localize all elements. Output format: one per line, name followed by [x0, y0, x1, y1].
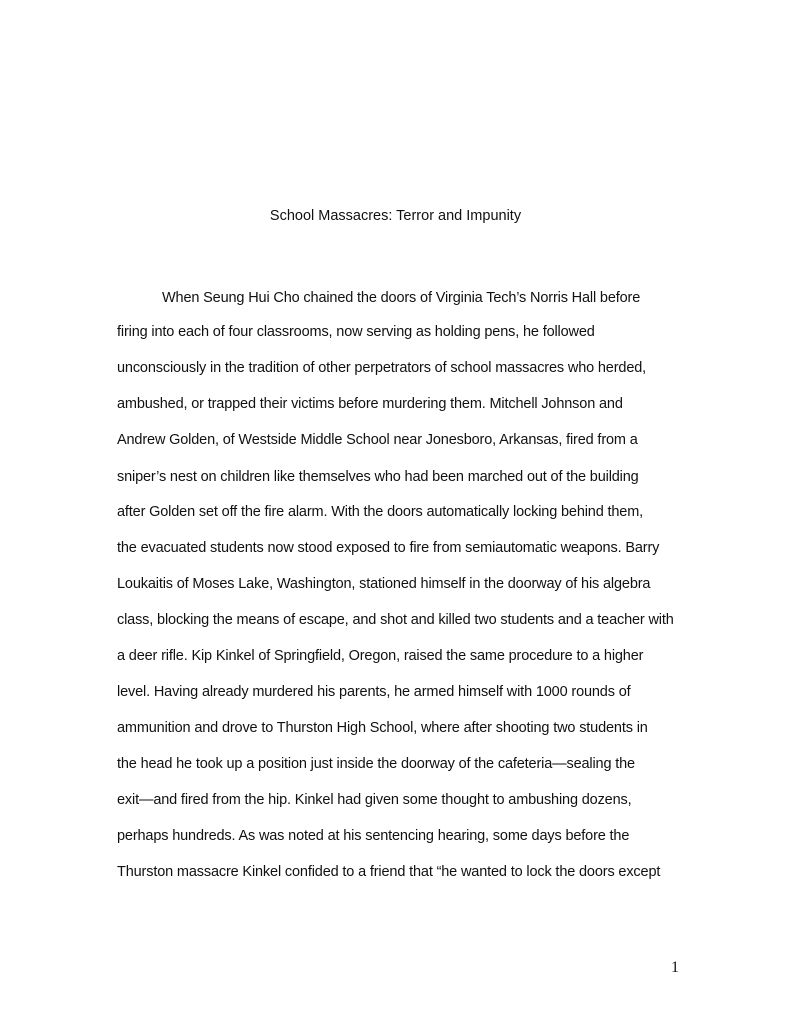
body-line: the evacuated students now stood exposed to fire from semiautomatic weapons. Barry: [117, 540, 660, 556]
body-line: after Golden set off the fire alarm. With the doors automatically locking behind them,: [117, 504, 644, 520]
body-line: exit—and fired from the hip. Kinkel had given some thought to ambushing dozens,: [117, 792, 632, 808]
body-line: a deer rifle. Kip Kinkel of Springfield, Oregon, raised the same procedure to a higher: [117, 648, 644, 664]
body-line: class, blocking the means of escape, and shot and killed two students and a teacher with: [117, 612, 674, 628]
body-line: Thurston massacre Kinkel confided to a friend that “he wanted to lock the doors except: [117, 864, 661, 880]
page-number: 1: [671, 959, 679, 976]
body-line: ammunition and drove to Thurston High School, where after shooting two students in: [117, 720, 648, 736]
body-line: level. Having already murdered his parents, he armed himself with 1000 rounds of: [117, 684, 631, 700]
body-line: perhaps hundreds. As was noted at his sentencing hearing, some days before the: [117, 828, 630, 844]
body-line: the head he took up a position just inside the doorway of the cafeteria—sealing the: [117, 756, 635, 772]
body-line: Andrew Golden, of Westside Middle School near Jonesboro, Arkansas, fired from a: [117, 432, 638, 448]
body-line: ambushed, or trapped their victims before murdering them. Mitchell Johnson and: [117, 396, 623, 412]
body-line: Loukaitis of Moses Lake, Washington, stationed himself in the doorway of his algebra: [117, 576, 651, 592]
document-title: School Massacres: Terror and Impunity: [269, 208, 522, 224]
body-line: unconsciously in the tradition of other perpetrators of school massacres who herded,: [117, 360, 647, 376]
body-line: When Seung Hui Cho chained the doors of Virginia Tech’s Norris Hall before: [162, 290, 641, 306]
body-line: firing into each of four classrooms, now serving as holding pens, he followed: [117, 324, 595, 340]
body-line: sniper’s nest on children like themselves who had been marched out of the building: [117, 469, 639, 485]
